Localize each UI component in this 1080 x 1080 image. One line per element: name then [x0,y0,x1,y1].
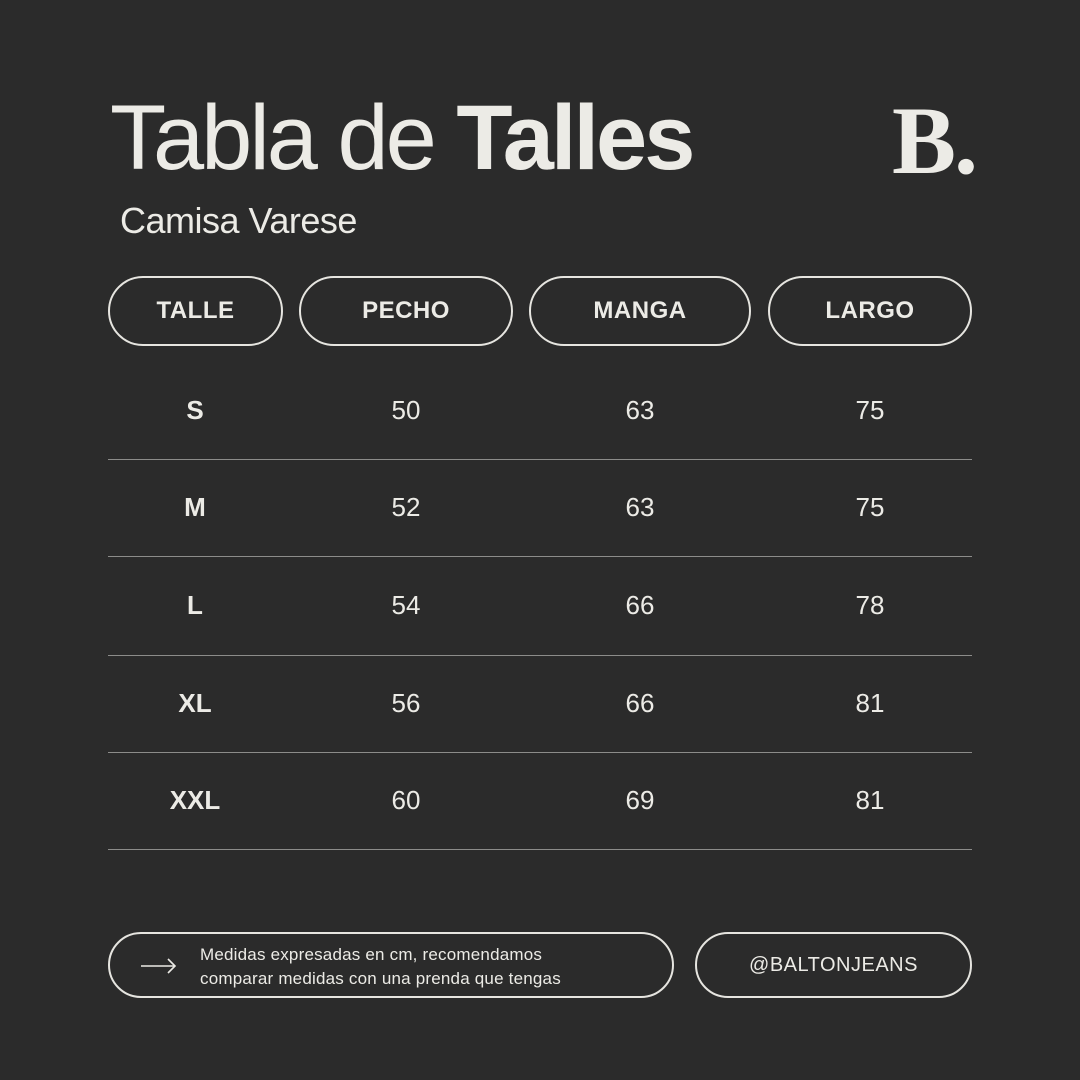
largo-cell: 75 [855,492,885,522]
largo-cell: 81 [855,785,885,815]
size-cell: S [186,395,204,425]
brand-logo: B. [892,87,977,194]
note-text [200,943,660,991]
manga-cell: 63 [625,492,655,522]
pecho-cell: 56 [391,688,421,718]
arrow-right-icon [140,954,178,978]
table-row [108,459,972,557]
title-bold: Talles [456,87,693,189]
column-header-manga: MANGA [529,276,751,346]
note-line-2: comparar medidas con una prenda que tengas [200,969,561,988]
size-cell: L [187,590,203,620]
table-row [108,752,972,850]
column-header-largo: LARGO [768,276,972,346]
column-header-pecho: PECHO [299,276,513,346]
pecho-cell: 60 [391,785,421,815]
pecho-cell: 52 [391,492,421,522]
instagram-handle[interactable]: @BALTONJEANS [695,932,972,998]
manga-cell: 69 [625,785,655,815]
largo-cell: 81 [855,688,885,718]
largo-cell: 78 [855,590,885,620]
manga-cell: 66 [625,590,655,620]
table-row [108,556,972,656]
page-subtitle: Camisa Varese [120,200,357,241]
size-cell: XXL [169,785,221,815]
manga-cell: 63 [625,395,655,425]
table-row [108,655,972,753]
largo-cell: 75 [855,395,885,425]
manga-cell: 66 [625,688,655,718]
measurement-note [108,932,674,998]
note-line-1: Medidas expresadas en cm, recomendamos [200,945,543,964]
size-cell: XL [178,688,212,718]
size-cell: M [184,492,206,522]
column-header-talle: TALLE [108,276,283,346]
pecho-cell: 54 [391,590,421,620]
title-light: Tabla de [110,87,457,189]
page-title [110,87,693,189]
pecho-cell: 50 [391,395,421,425]
table-row [108,362,972,460]
